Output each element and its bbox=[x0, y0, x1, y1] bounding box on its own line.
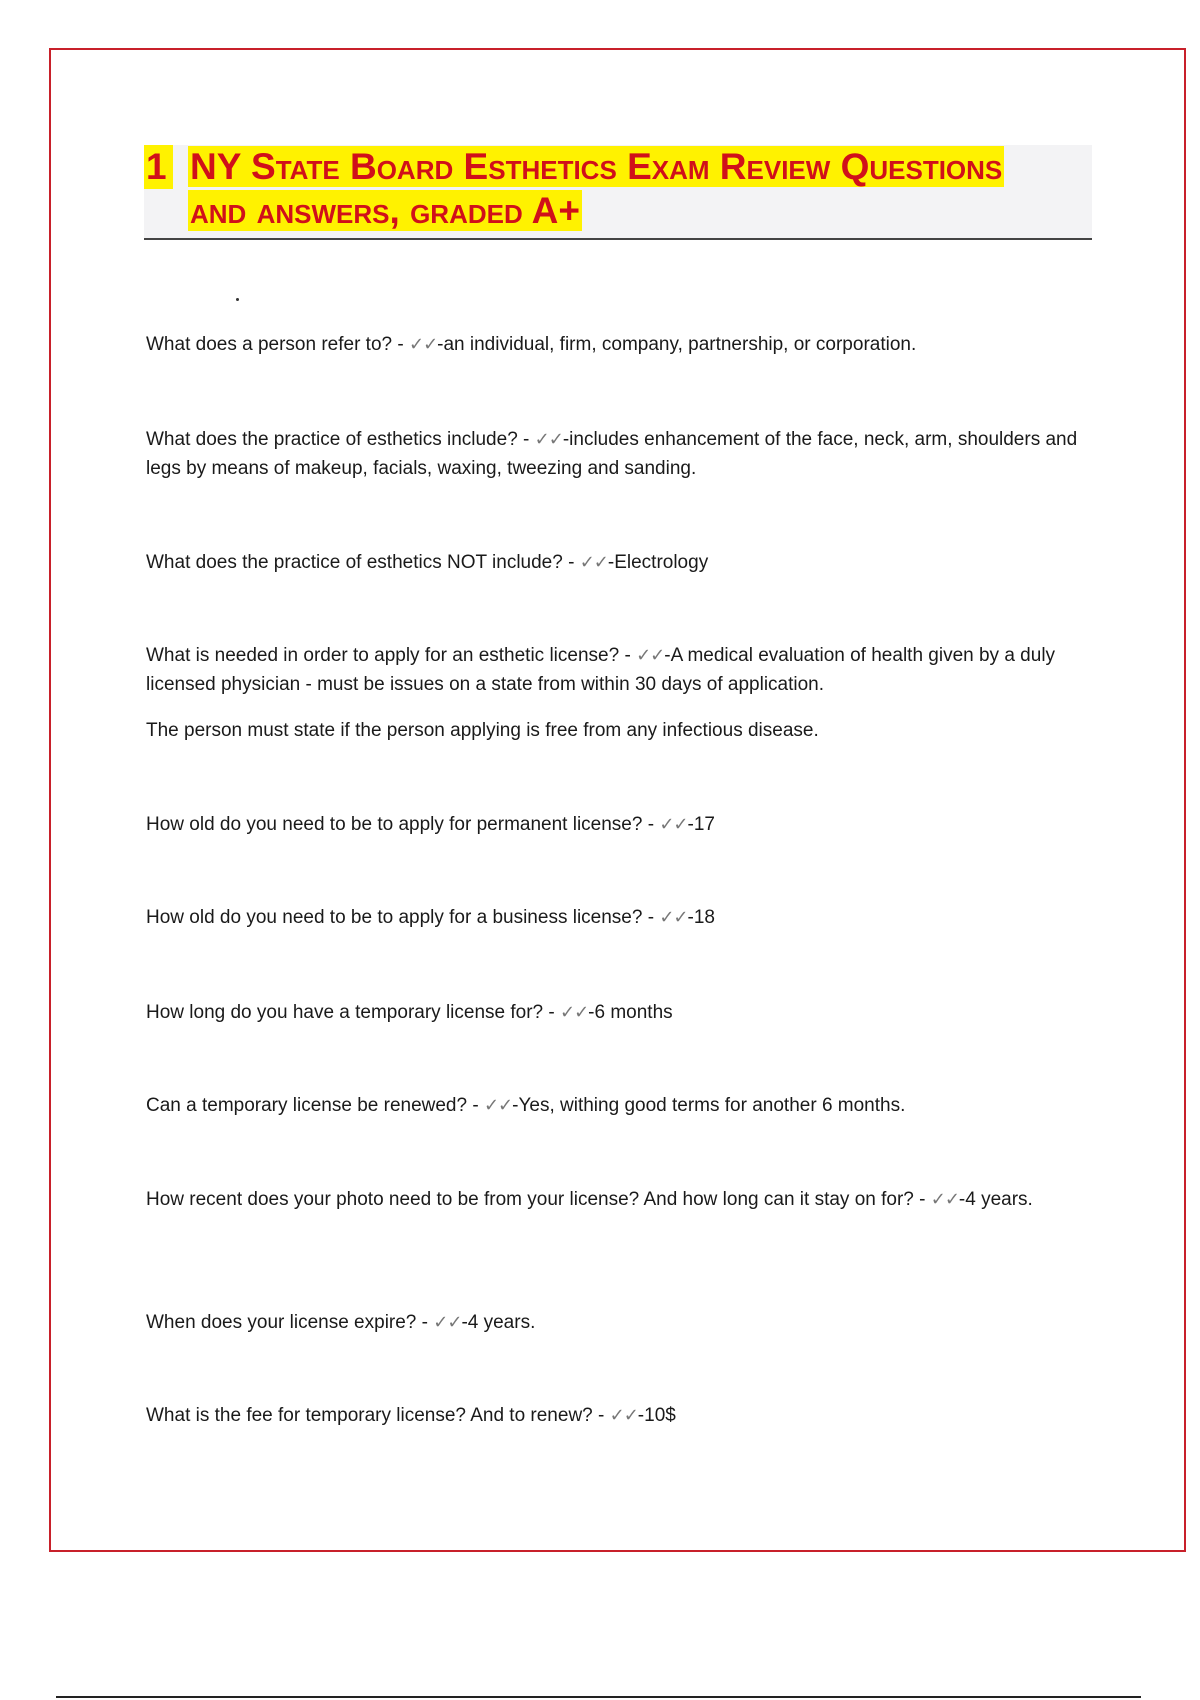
answer-prefix: - bbox=[664, 645, 671, 666]
double-check-icon: ✓✓ bbox=[659, 814, 688, 834]
answer-prefix: - bbox=[958, 1189, 966, 1210]
qa-item bbox=[146, 810, 1086, 839]
qa-item bbox=[146, 998, 1086, 1027]
qa-item bbox=[146, 1308, 1086, 1337]
double-check-icon: ✓✓ bbox=[579, 552, 608, 572]
title-line-2 bbox=[188, 189, 582, 233]
answer-prefix: - bbox=[687, 814, 694, 835]
title-line-2-text: and answers, graded A+ bbox=[190, 190, 580, 231]
answer-prefix: - bbox=[588, 1002, 595, 1023]
title-line-1-text: NY State Board Esthetics Exam Review Questions bbox=[190, 146, 1003, 187]
separator: - bbox=[592, 1405, 610, 1426]
answer-text: an individual, firm, company, partnership, or corporation. bbox=[443, 334, 917, 355]
answer-prefix: - bbox=[562, 429, 570, 450]
answer-text: Electrology bbox=[614, 552, 709, 573]
title-line-1 bbox=[188, 145, 1004, 189]
separator: - bbox=[642, 907, 660, 928]
double-check-icon: ✓✓ bbox=[930, 1189, 959, 1209]
double-check-icon: ✓✓ bbox=[659, 907, 688, 927]
question-text: What is the fee for temporary license? And to renew? bbox=[146, 1405, 593, 1426]
question-text: What does a person refer to? bbox=[146, 334, 393, 355]
question-text: What does the practice of esthetics include? bbox=[146, 429, 518, 450]
separator: - bbox=[642, 814, 660, 835]
double-check-icon: ✓✓ bbox=[408, 334, 438, 354]
separator: - bbox=[543, 1002, 560, 1023]
qa-item-extra: The person must state if the person applying is free from any infectious disease. bbox=[146, 720, 819, 741]
stray-dot bbox=[236, 298, 239, 301]
answer-text: A medical evaluation of health given by a duly licensed physician - must be issues on a state from within 30 days of application. bbox=[146, 645, 1056, 695]
question-text: How long do you have a temporary license for? bbox=[146, 1002, 544, 1023]
answer-prefix: - bbox=[437, 334, 444, 355]
answer-text: Yes, withing good terms for another 6 months. bbox=[518, 1095, 906, 1116]
separator: - bbox=[416, 1312, 434, 1333]
answer-prefix: - bbox=[637, 1405, 645, 1426]
answer-text: 6 months bbox=[594, 1002, 673, 1023]
bottom-rule bbox=[56, 1696, 1141, 1698]
answer-prefix: - bbox=[607, 552, 615, 573]
double-check-icon: ✓✓ bbox=[534, 429, 563, 449]
separator: - bbox=[467, 1095, 484, 1116]
question-text: What does the practice of esthetics NOT include? bbox=[146, 552, 563, 573]
question-text: Can a temporary license be renewed? bbox=[146, 1095, 468, 1116]
question-text: How recent does your photo need to be from your license? And how long can it stay on for? bbox=[146, 1189, 914, 1210]
qa-item bbox=[146, 425, 1086, 483]
answer-prefix: - bbox=[687, 907, 694, 928]
double-check-icon: ✓✓ bbox=[636, 645, 665, 665]
answer-prefix: - bbox=[512, 1095, 519, 1116]
qa-item bbox=[146, 641, 1086, 699]
answer-text: 4 years. bbox=[467, 1312, 536, 1333]
separator: - bbox=[392, 334, 409, 355]
question-text: How old do you need to be to apply for a business license? bbox=[146, 907, 643, 928]
answer-prefix: - bbox=[461, 1312, 468, 1333]
answer-text: 4 years. bbox=[965, 1189, 1033, 1210]
separator: - bbox=[517, 429, 535, 450]
qa-item bbox=[146, 330, 1086, 359]
document-title bbox=[144, 145, 1092, 240]
qa-item bbox=[146, 1091, 1086, 1120]
separator: - bbox=[619, 645, 637, 666]
qa-item bbox=[146, 903, 1086, 932]
answer-text: 18 bbox=[693, 907, 715, 928]
double-check-icon: ✓✓ bbox=[433, 1312, 462, 1332]
question-text: When does your license expire? bbox=[146, 1312, 417, 1333]
section-number: 1 bbox=[144, 145, 173, 189]
answer-text: includes enhancement of the face, neck, arm, shoulders and legs by means of makeup, facials, waxing, tweezing and sanding. bbox=[146, 429, 1078, 479]
separator: - bbox=[913, 1189, 931, 1210]
qa-item bbox=[146, 1185, 1086, 1214]
answer-text: 10$ bbox=[644, 1405, 676, 1426]
question-text: How old do you need to be to apply for permanent license? bbox=[146, 814, 643, 835]
separator: - bbox=[562, 552, 580, 573]
qa-item bbox=[146, 1401, 1086, 1430]
qa-item bbox=[146, 548, 1086, 577]
double-check-icon: ✓✓ bbox=[609, 1405, 638, 1425]
double-check-icon: ✓✓ bbox=[560, 1002, 589, 1022]
question-text: What is needed in order to apply for an esthetic license? bbox=[146, 645, 620, 666]
answer-text: 17 bbox=[693, 814, 715, 835]
double-check-icon: ✓✓ bbox=[483, 1095, 513, 1115]
